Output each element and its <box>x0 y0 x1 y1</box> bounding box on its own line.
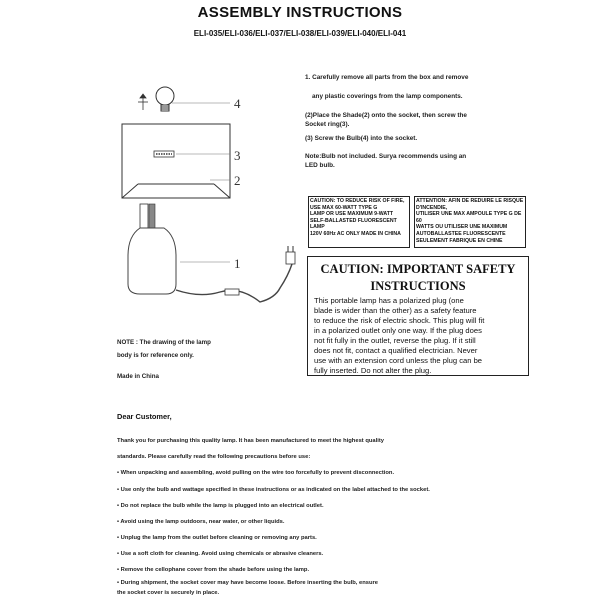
caution-box <box>307 256 529 376</box>
callout-3: 3 <box>234 148 241 163</box>
caution-text <box>314 296 522 376</box>
step-1-line-1: 1. Carefully remove all parts from the box and remove <box>305 74 469 81</box>
precaution-item: • Use only the bulb and wattage specified in these instructions or as indicated on the label attached to the socket. <box>117 487 430 493</box>
warning-label-french <box>414 196 526 248</box>
model-numbers: ELI-035/ELI-036/ELI-037/ELI-038/ELI-039/ELI-040/ELI-041 <box>193 29 407 38</box>
page-title: ASSEMBLY INSTRUCTIONS <box>197 4 403 21</box>
caution-line: This portable lamp has a polarized plug (one <box>314 296 464 305</box>
label-line: ATTENTION: AFIN DE REDUIRE LE RISQUE D'INCENDIE, <box>416 198 524 211</box>
precaution-item: • During shipment, the socket cover may have become loose. Before inserting the bulb, ensure <box>117 580 379 586</box>
bulb-note-line-1: Note:Bulb not included. Surya recommends using an <box>305 153 467 160</box>
label-line: SEULEMENT FABRIQUE EN CHINE <box>416 237 503 244</box>
label-line: UTILISER UNE MAX AMPOULE TYPE G DE 60 <box>416 211 522 224</box>
customer-greeting: Dear Customer, <box>117 412 172 421</box>
step-2-line-1: (2)Place the Shade(2) onto the socket, then screw the <box>305 112 467 119</box>
caution-title-line-2: INSTRUCTIONS <box>370 279 466 293</box>
label-line: LAMP OR USE MAXIMUM 9-WATT <box>310 211 394 218</box>
lamp-shade <box>122 124 230 198</box>
bulb-icon <box>156 87 174 111</box>
plug-icon <box>286 246 295 264</box>
callout-2: 2 <box>234 173 241 188</box>
caution-line: use with an extension cord unless the plug can be <box>314 356 483 365</box>
socket-ring <box>154 151 174 157</box>
step-3: (3) Screw the Bulb(4) into the socket. <box>305 135 418 142</box>
precaution-item: • Unplug the lamp from the outlet before cleaning or removing any parts. <box>117 535 317 541</box>
drawing-note-line-1: NOTE : The drawing of the lamp <box>117 339 211 346</box>
precaution-item: • Avoid using the lamp outdoors, near water, or other liquids. <box>117 519 285 525</box>
label-line: 120V 60Hz AC ONLY MADE IN CHINA <box>310 230 401 237</box>
lamp-body <box>128 204 176 294</box>
label-line: AUTOBALLASTEE FLUORESCENTE <box>416 230 506 237</box>
label-line: SELF-BALLASTED FLUORESCENT LAMP <box>310 217 397 231</box>
bulb-note-line-2: LED bulb. <box>305 162 335 169</box>
caution-line: to reduce the risk of electric shock. This plug will fit <box>314 316 485 325</box>
customer-line: standards. Please carefully read the following precautions before use: <box>117 454 311 460</box>
callout-1: 1 <box>234 256 241 271</box>
caution-line: in a polarized outlet only one way. If the plug does <box>314 326 482 335</box>
label-line: USE MAX 60-WATT TYPE G <box>310 204 378 211</box>
step-1-line-2: any plastic coverings from the lamp components. <box>312 93 463 100</box>
arrow-icon <box>138 94 148 110</box>
callout-4: 4 <box>234 96 241 111</box>
caution-title <box>314 261 522 295</box>
inline-switch <box>225 289 239 295</box>
precaution-item: • Remove the cellophane cover from the shade before using the lamp. <box>117 567 310 573</box>
assembly-diagram <box>110 76 300 306</box>
drawing-note-line-2: body is for reference only. <box>117 352 194 359</box>
caution-line: not fit fully in the outlet, reverse the plug. If it still <box>314 336 476 345</box>
caution-line: fully inserted. Do not alter the plug. <box>314 366 432 375</box>
precaution-item: • Do not replace the bulb while the lamp is plugged into an electrical outlet. <box>117 503 324 509</box>
precaution-item: • Use a soft cloth for cleaning. Avoid using chemicals or abrasive cleaners. <box>117 551 324 557</box>
precaution-item: • When unpacking and assembling, avoid pulling on the wire too forcefully to prevent disconnection. <box>117 470 395 476</box>
caution-line: blade is wider than the other) as a safety feature <box>314 306 477 315</box>
customer-line: Thank you for purchasing this quality lamp. It has been manufactured to meet the highest quality <box>117 438 385 444</box>
precaution-item: the socket cover is securely in place. <box>117 590 220 596</box>
made-in-china: Made in China <box>117 373 159 380</box>
warning-label-english <box>308 196 410 248</box>
caution-title-line-1: CAUTION: IMPORTANT SAFETY <box>320 262 516 276</box>
caution-line: does not fit, contact a qualified electrician. Never <box>314 346 478 355</box>
label-line: WATTS OU UTILISER UNE MAXIMUM <box>416 224 508 231</box>
step-2-line-2: Socket ring(3). <box>305 121 350 128</box>
label-line: CAUTION: TO REDUCE RISK OF FIRE, <box>310 198 405 204</box>
